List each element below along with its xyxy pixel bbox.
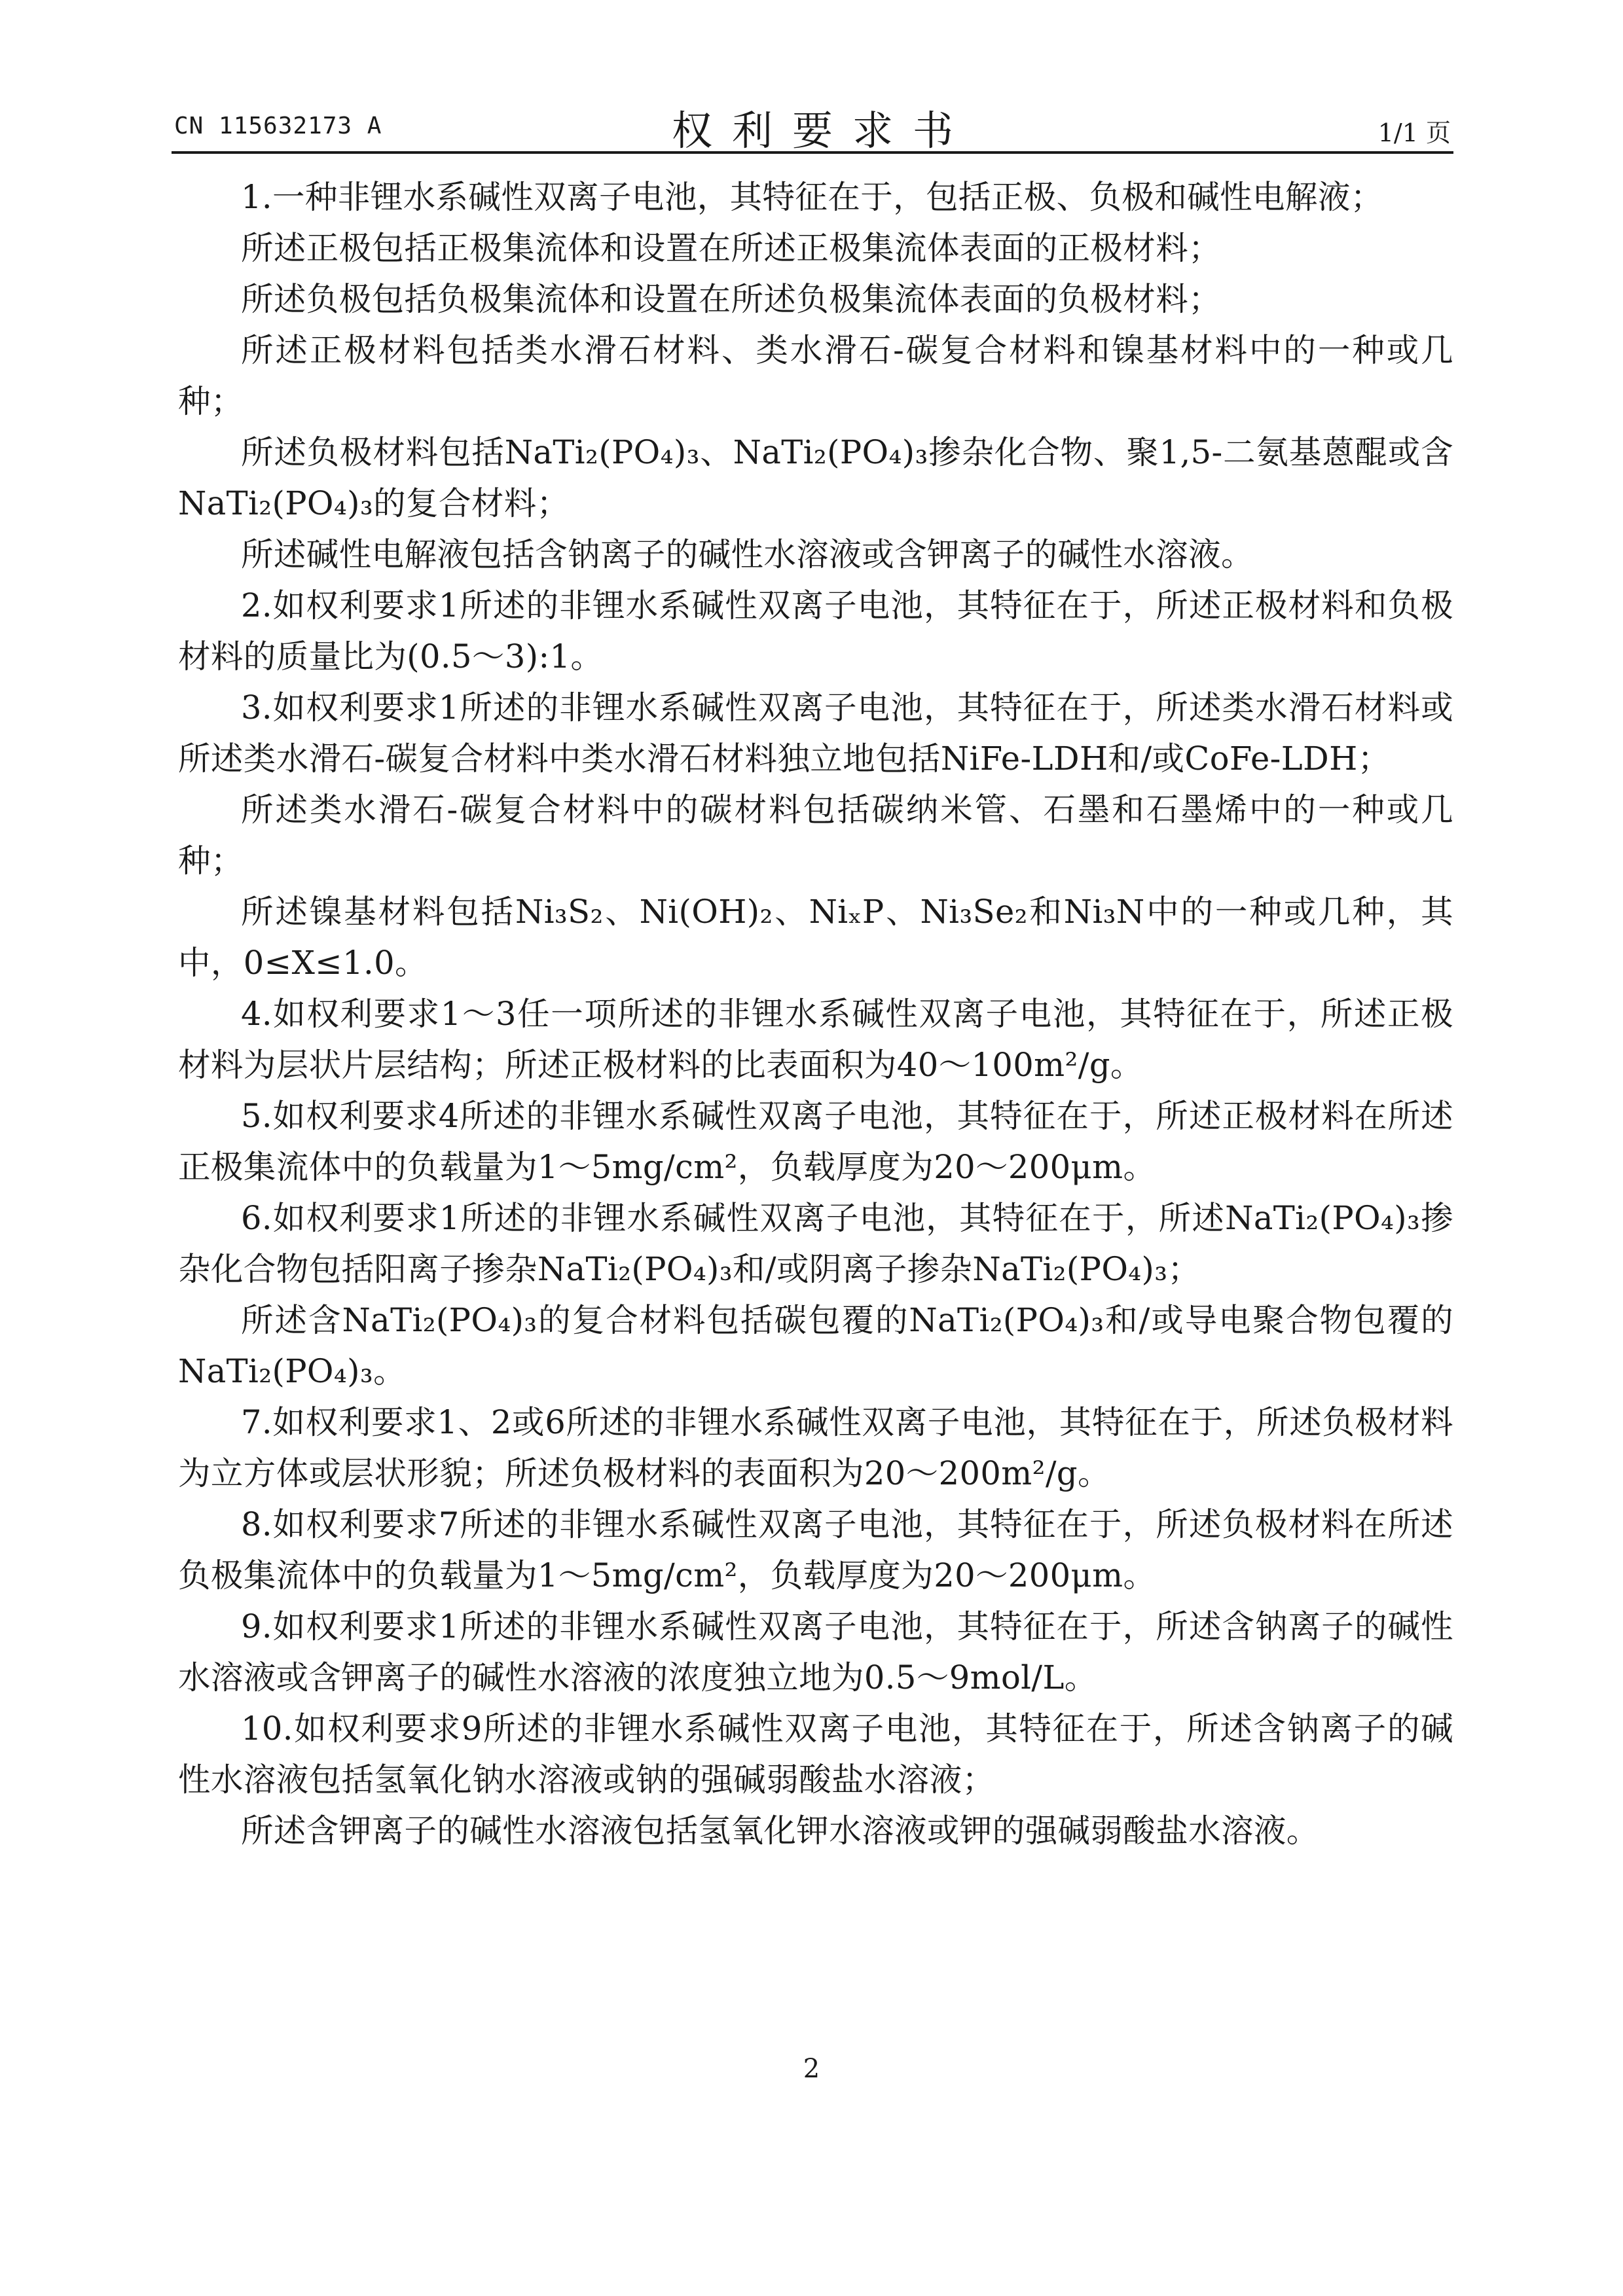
page-header — [172, 98, 1453, 154]
claim-paragraph: 8.如权利要求7所述的非锂水系碱性双离子电池，其特征在于，所述负极材料在所述负极集流体中的负载量为1～5mg/cm²，负载厚度为20～200μm。 — [178, 1505, 1453, 1594]
claim-paragraph: 所述正极包括正极集流体和设置在所述正极集流体表面的正极材料； — [241, 229, 1221, 267]
claim-paragraph: 7.如权利要求1、2或6所述的非锂水系碱性双离子电池，其特征在于，所述负极材料为立方体或层状形貌；所述负极材料的表面积为20～200m²/g。 — [178, 1403, 1453, 1492]
claim-paragraph: 2.如权利要求1所述的非锂水系碱性双离子电池，其特征在于，所述正极材料和负极材料的质量比为(0.5～3):1。 — [178, 586, 1453, 675]
patent-number: CN 115632173 A — [174, 113, 382, 139]
claim-paragraph: 所述负极材料包括NaTi₂(PO₄)₃、NaTi₂(PO₄)₃掺杂化合物、聚1,5-二氨基蒽醌或含NaTi₂(PO₄)₃的复合材料； — [178, 433, 1453, 522]
claim-paragraph: 3.如权利要求1所述的非锂水系碱性双离子电池，其特征在于，所述类水滑石材料或所述类水滑石-碳复合材料中类水滑石材料独立地包括NiFe-LDH和/或CoFe-LDH； — [178, 689, 1453, 778]
document-title: 权利要求书 — [671, 107, 973, 154]
claim-paragraph: 所述正极材料包括类水滑石材料、类水滑石-碳复合材料和镍基材料中的一种或几种； — [178, 331, 1453, 420]
claim-paragraph: 所述含钾离子的碱性水溶液包括氢氧化钾水溶液或钾的强碱弱酸盐水溶液。 — [241, 1812, 1319, 1850]
claim-paragraph: 10.如权利要求9所述的非锂水系碱性双离子电池，其特征在于，所述含钠离子的碱性水溶液包括氢氧化钠水溶液或钠的强碱弱酸盐水溶液； — [178, 1710, 1453, 1799]
claim-paragraph: 5.如权利要求4所述的非锂水系碱性双离子电池，其特征在于，所述正极材料在所述正极集流体中的负载量为1～5mg/cm²，负载厚度为20～200μm。 — [178, 1097, 1453, 1186]
claim-paragraph: 6.如权利要求1所述的非锂水系碱性双离子电池，其特征在于，所述NaTi₂(PO₄)₃掺杂化合物包括阳离子掺杂NaTi₂(PO₄)₃和/或阴离子掺杂NaTi₂(PO₄)₃； — [178, 1199, 1453, 1288]
claim-paragraph: 所述含NaTi₂(PO₄)₃的复合材料包括碳包覆的NaTi₂(PO₄)₃和/或导电聚合物包覆的NaTi₂(PO₄)₃。 — [178, 1301, 1453, 1390]
header-divider — [172, 151, 1453, 154]
claim-paragraph: 9.如权利要求1所述的非锂水系碱性双离子电池，其特征在于，所述含钠离子的碱性水溶液或含钾离子的碱性水溶液的浓度独立地为0.5～9mol/L。 — [178, 1607, 1453, 1696]
page-indicator: 1/1 页 — [1377, 118, 1451, 147]
claims-body — [178, 171, 1453, 1856]
claim-paragraph: 所述类水滑石-碳复合材料中的碳材料包括碳纳米管、石墨和石墨烯中的一种或几种； — [178, 791, 1453, 880]
claim-paragraph: 4.如权利要求1～3任一项所述的非锂水系碱性双离子电池，其特征在于，所述正极材料为层状片层结构；所述正极材料的比表面积为40～100m²/g。 — [178, 995, 1453, 1084]
claim-paragraph: 所述碱性电解液包括含钠离子的碱性水溶液或含钾离子的碱性水溶液。 — [241, 535, 1254, 573]
claim-paragraph: 所述负极包括负极集流体和设置在所述负极集流体表面的负极材料； — [241, 280, 1221, 318]
page-number: 2 — [803, 2054, 820, 2084]
claim-paragraph: 1.一种非锂水系碱性双离子电池，其特征在于，包括正极、负极和碱性电解液； — [241, 178, 1383, 216]
claim-paragraph: 所述镍基材料包括Ni₃S₂、Ni(OH)₂、NiₓP、Ni₃Se₂和Ni₃N中的一种或几种，其中，0≤X≤1.0。 — [178, 893, 1453, 982]
